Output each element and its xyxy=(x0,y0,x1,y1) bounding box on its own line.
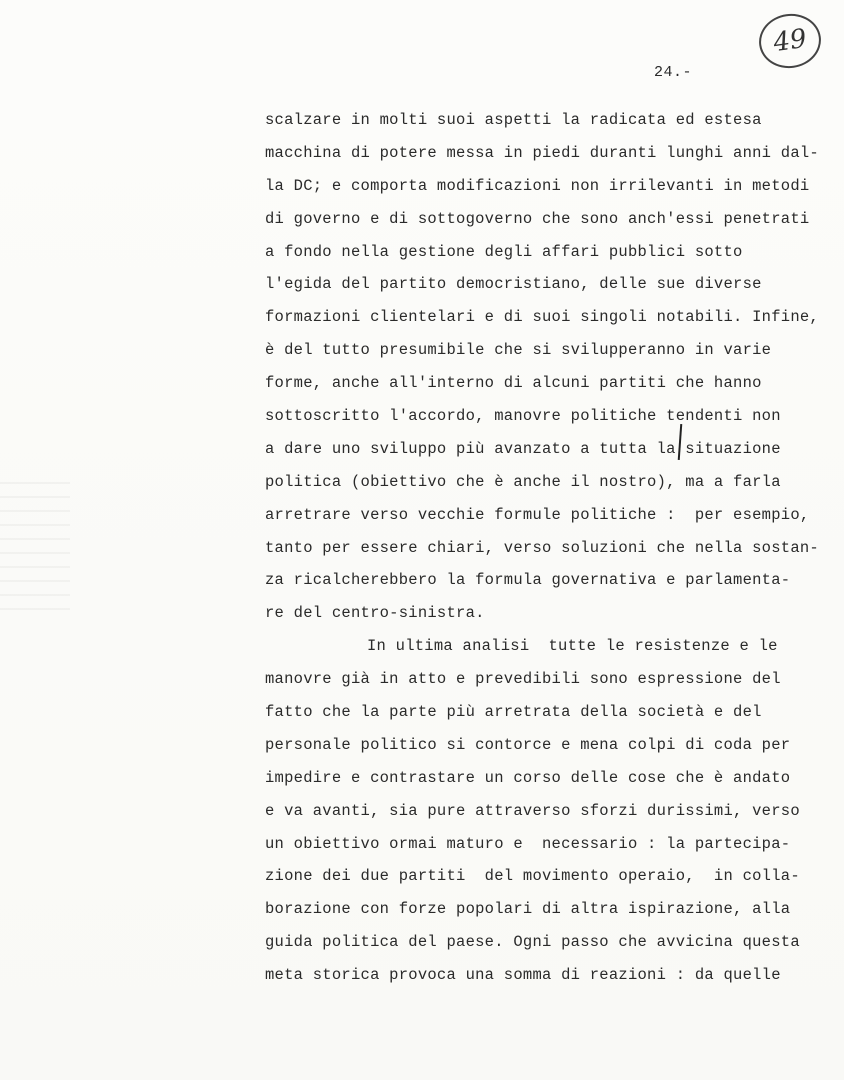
text-line: zione dei due partiti del movimento operaio, in colla- xyxy=(265,867,800,886)
bleed-through-marks xyxy=(0,470,70,610)
text-line: meta storica provoca una somma di reazioni : da quelle xyxy=(265,966,781,985)
text-line: a dare uno sviluppo più avanzato a tutta la situazione xyxy=(265,439,781,458)
text-line: re del centro-sinistra. xyxy=(265,604,485,623)
text-line: macchina di potere messa in piedi duranti lunghi anni dal- xyxy=(265,143,819,162)
body-text xyxy=(265,104,844,992)
text-line: borazione con forze popolari di altra ispirazione, alla xyxy=(265,900,791,919)
page-number: 24.- xyxy=(654,64,693,81)
text-line: guida politica del paese. Ogni passo che avvicina questa xyxy=(265,933,800,952)
text-line: fatto che la parte più arretrata della società e del xyxy=(265,703,762,722)
text-line: arretrare verso vecchie formule politiche : per esempio, xyxy=(265,505,810,524)
text-line: formazioni clientelari e di suoi singoli notabili. Infine, xyxy=(265,308,819,327)
text-line: scalzare in molti suoi aspetti la radicata ed estesa xyxy=(265,111,762,129)
text-line: e va avanti, sia pure attraverso sforzi durissimi, verso xyxy=(265,801,800,820)
text-line: manovre già in atto e prevedibili sono espressione del xyxy=(265,670,781,689)
text-line: un obiettivo ormai maturo e necessario : la partecipa- xyxy=(265,834,791,853)
text-line: personale politico si contorce e mena colpi di coda per xyxy=(265,735,791,754)
text-line: tanto per essere chiari, verso soluzioni che nella sostan- xyxy=(265,538,819,557)
text-line: a fondo nella gestione degli affari pubblici sotto xyxy=(265,242,743,261)
paragraph-first-line: In ultima analisi tutte le resistenze e le xyxy=(367,637,778,656)
text-line: forme, anche all'interno di alcuni partiti che hanno xyxy=(265,374,762,393)
text-line: la DC; e comporta modificazioni non irrilevanti in metodi xyxy=(265,176,810,195)
text-line: impedire e contrastare un corso delle cose che è andato xyxy=(265,768,791,787)
text-line: di governo e di sottogoverno che sono anch'essi penetrati xyxy=(265,209,810,228)
text-line: politica (obiettivo che è anche il nostro), ma a farla xyxy=(265,472,781,491)
text-line: sottoscritto l'accordo, manovre politiche tendenti non xyxy=(265,407,781,426)
page-stamp: 49 xyxy=(756,10,825,72)
text-line: l'egida del partito democristiano, delle sue diverse xyxy=(265,275,762,294)
text-line: è del tutto presumibile che si svilupperanno in varie xyxy=(265,341,772,360)
text-line: za ricalcherebbero la formula governativa e parlamenta- xyxy=(265,571,791,590)
